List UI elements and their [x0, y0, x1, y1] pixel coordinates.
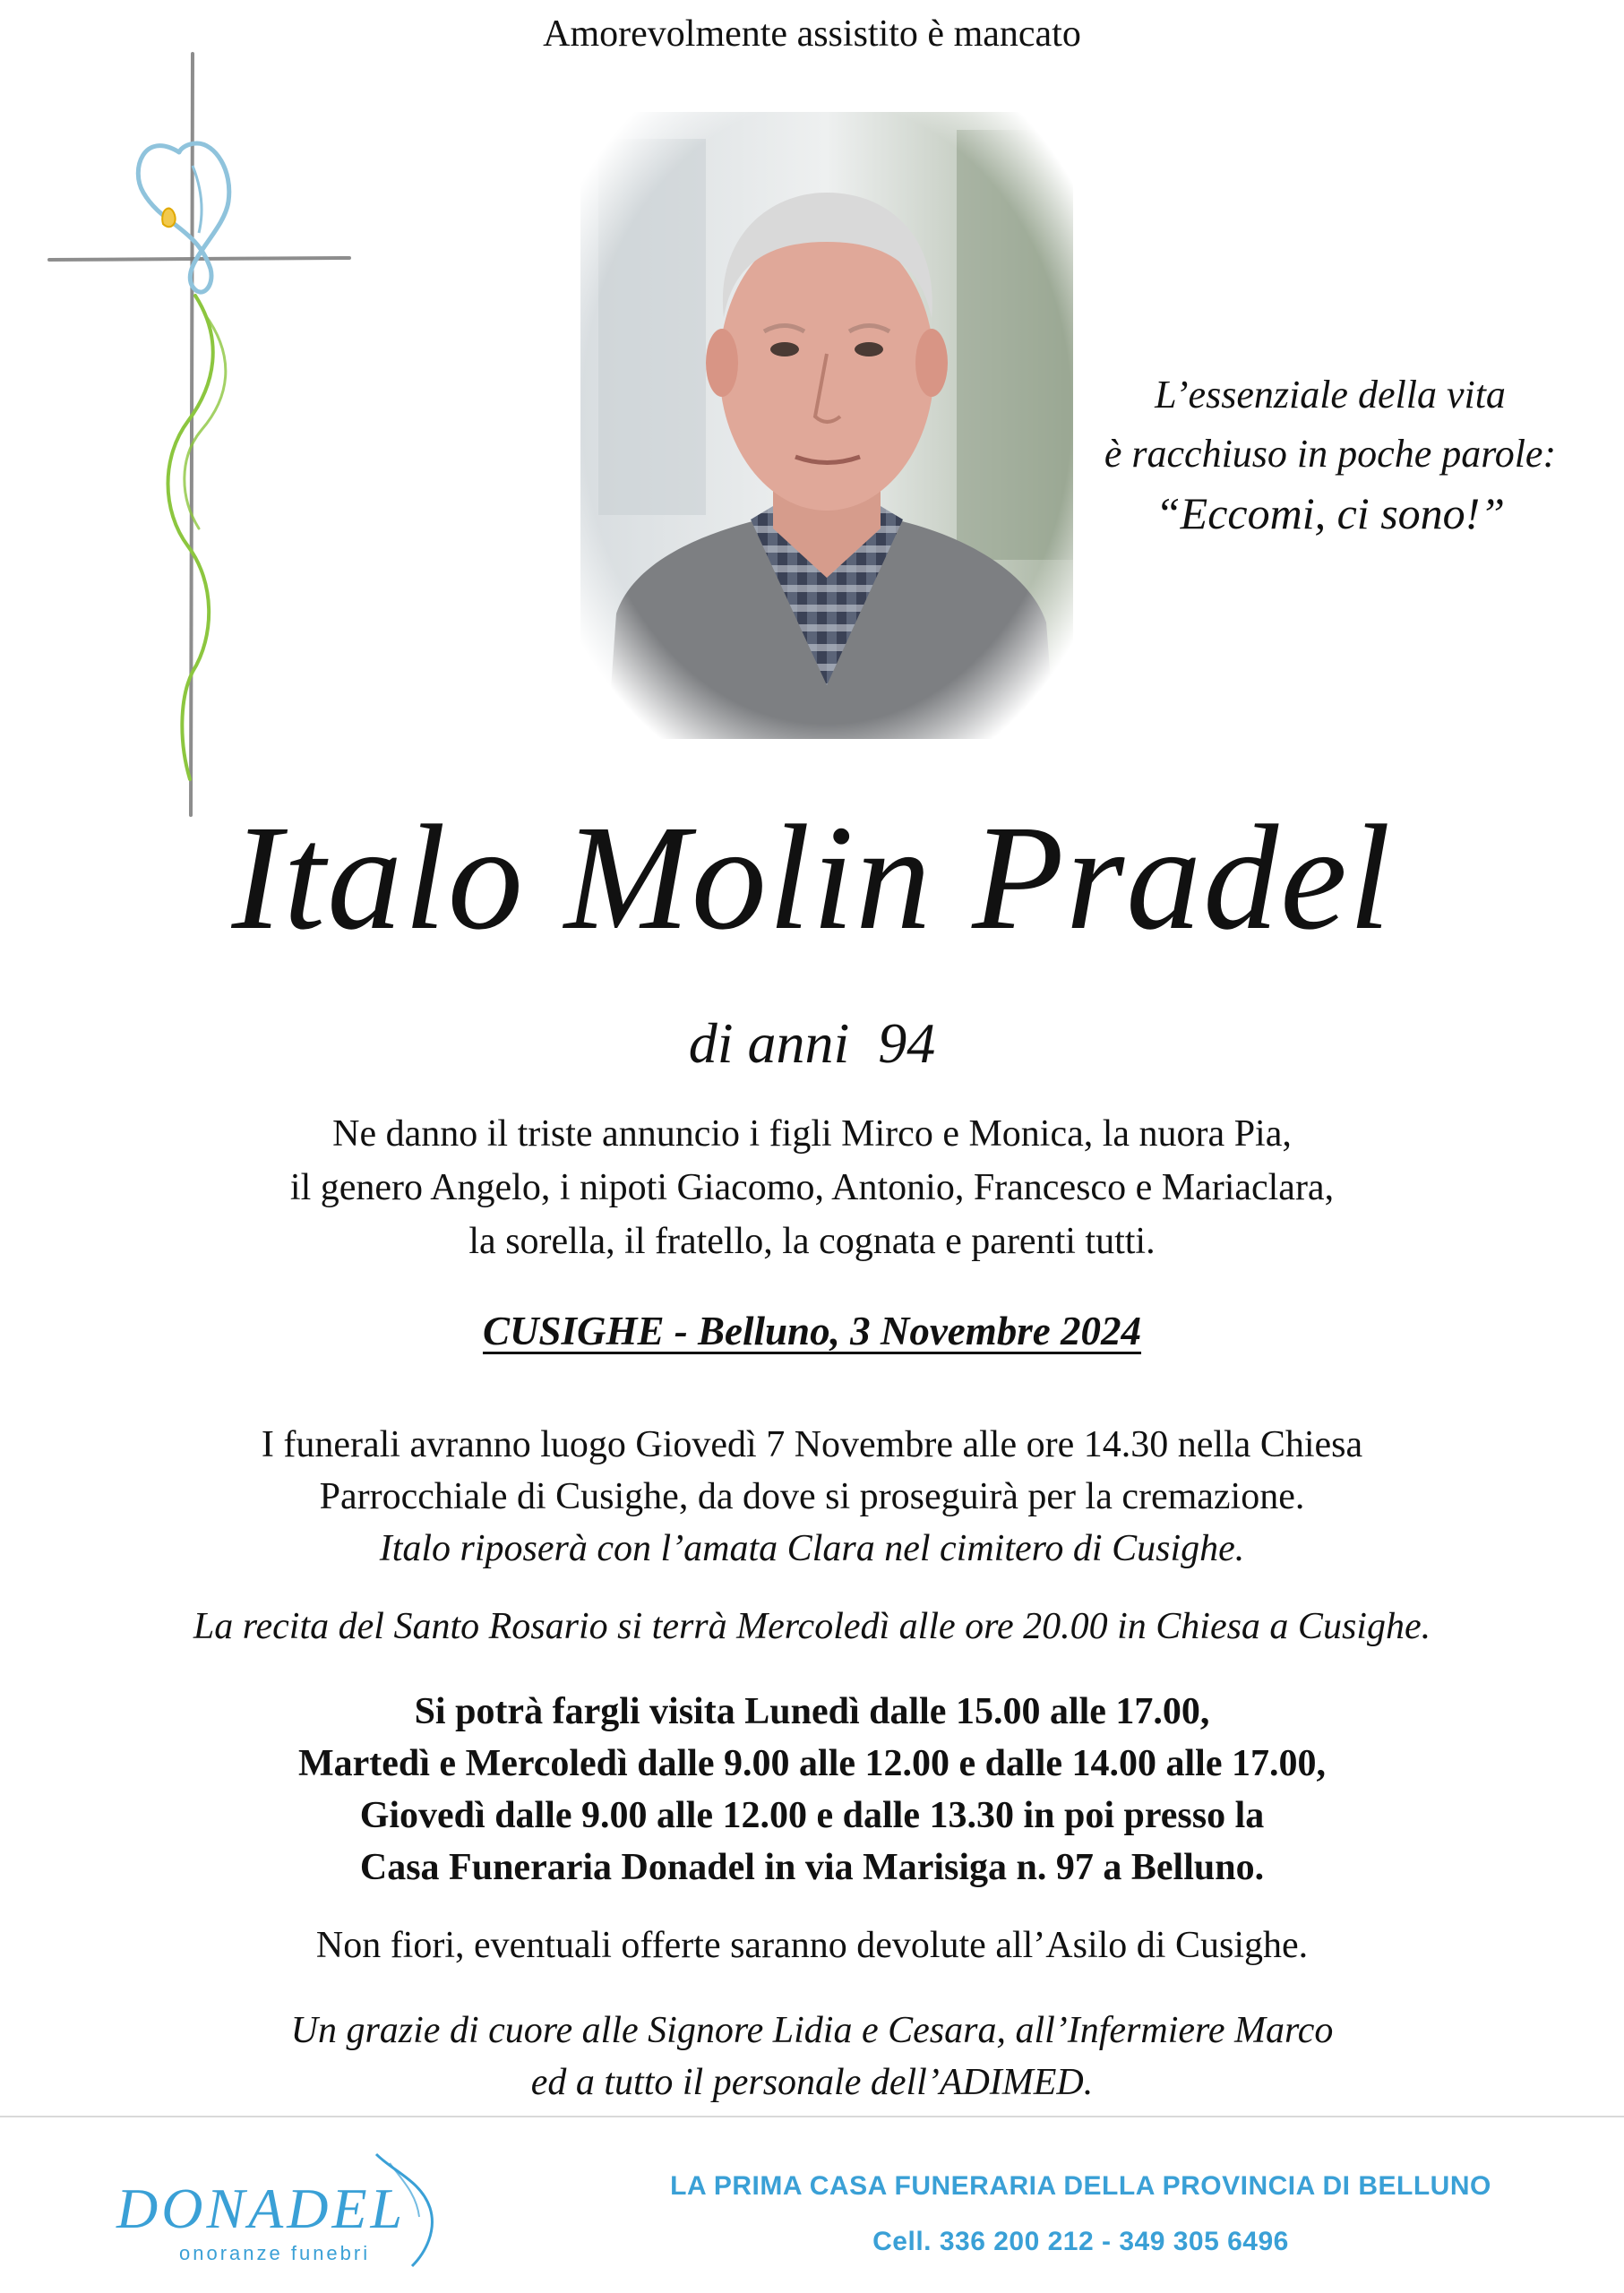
visits-line-1: Si potrà fargli visita Lunedì dalle 15.00 alle 17.00, [414, 1691, 1210, 1732]
funeral-line-1: I funerali avranno luogo Giovedì 7 Novembre alle ore 14.30 nella Chiesa [261, 1424, 1363, 1465]
family-announcement [0, 1107, 1624, 1268]
footer-phones: Cell. 336 200 212 - 349 305 6496 [872, 2227, 1289, 2256]
family-line-3: la sorella, il fratello, la cognata e parenti tutti. [468, 1221, 1156, 1262]
thanks-line-1: Un grazie di cuore alle Signore Lidia e Cesara, all’Infermiere Marco [290, 2010, 1334, 2051]
quote-line-1: L’essenziale della vita [1155, 373, 1506, 417]
logo-name: DONADEL [116, 2177, 407, 2240]
visiting-hours [0, 1686, 1624, 1894]
family-line-2: il genero Angelo, i nipoti Giacomo, Antonio, Francesco e Mariaclara, [289, 1167, 1335, 1208]
place-date-text: CUSIGHE - Belluno, 3 Novembre 2024 [482, 1309, 1142, 1353]
deceased-age: di anni 94 [688, 1011, 936, 1075]
funeral-line-3: Italo riposerà con l’amata Clara nel cimitero di Cusighe. [379, 1528, 1245, 1569]
visits-line-4: Casa Funeraria Donadel in via Marisiga n. 97 a Belluno. [359, 1847, 1265, 1888]
logo-subtitle: onoranze funebri [179, 2242, 371, 2264]
thanks-line-2: ed a tutto il personale dell’ADIMED. [530, 2062, 1094, 2103]
funeral-line-2: Parrocchiale di Cusighe, da dove si proseguirà per la cremazione. [319, 1476, 1305, 1517]
rosary-info: La recita del Santo Rosario si terrà Mercoledì alle ore 20.00 in Chiesa a Cusighe. [193, 1606, 1431, 1647]
intro-text: Amorevolmente assistito è mancato [543, 13, 1081, 55]
cross-lily-icon [45, 45, 358, 833]
funeral-info [0, 1419, 1624, 1575]
place-date-heading [0, 1308, 1624, 1354]
donadel-logo [107, 2145, 502, 2280]
flowers-note: Non fiori, eventuali offerte saranno devolute all’Asilo di Cusighe. [315, 1925, 1309, 1966]
visits-line-3: Giovedì dalle 9.00 alle 12.00 e dalle 13.30 in poi presso la [359, 1795, 1265, 1836]
quote-block [1053, 365, 1608, 543]
quote-line-2: è racchiuso in poche parole: [1104, 432, 1557, 476]
thanks-note [0, 2005, 1624, 2108]
footer-divider [0, 2116, 1624, 2117]
portrait-photo [580, 112, 1073, 739]
quote-line-3: “Eccomi, ci sono!” [1155, 488, 1506, 538]
footer-tagline: LA PRIMA CASA FUNERARIA DELLA PROVINCIA DI BELLUNO [670, 2171, 1491, 2201]
visits-line-2: Martedì e Mercoledì dalle 9.00 alle 12.00 e dalle 14.00 alle 17.00, [297, 1743, 1326, 1784]
deceased-name: Italo Molin Pradel [231, 794, 1393, 961]
family-line-1: Ne danno il triste annuncio i figli Mirco e Monica, la nuora Pia, [332, 1113, 1292, 1155]
